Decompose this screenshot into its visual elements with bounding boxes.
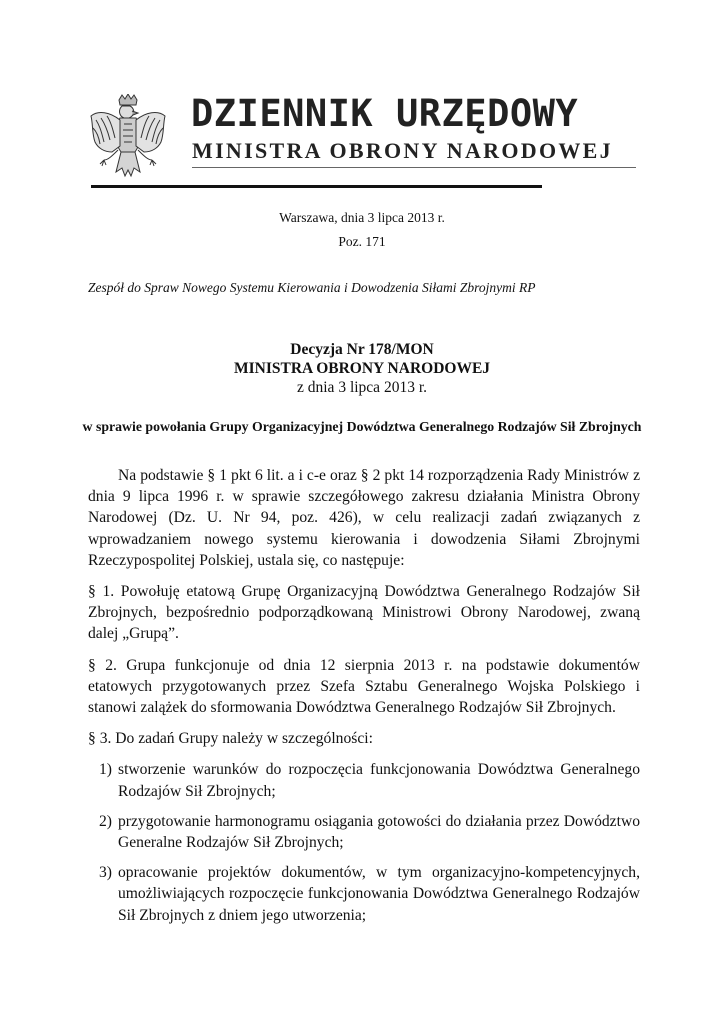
list-item-text: stworzenie warunków do rozpoczęcia funkcjonowania Dowództwa Generalnego Rodzajów Sił Zbrojnych; (118, 761, 640, 800)
decision-subject: w sprawie powołania Grupy Organizacyjnej Dowództwa Generalnego Rodzajów Sił Zbrojnych (82, 419, 642, 434)
polish-eagle-emblem-icon (88, 94, 168, 186)
paragraph-2: § 2. Grupa funkcjonuje od dnia 12 sierpnia 2013 r. na podstawie dokumentów etatowych przygotowanych przez Szefa Sztabu Generalnego Wojska Polskiego i stanowi zalążek do sformowania Dowództwa Generalnego Rodzajów Sił Zbrojnych. (88, 656, 640, 717)
list-item (88, 811, 640, 853)
paragraph-1: § 1. Powołuję etatową Grupę Organizacyjną Dowództwa Generalnego Rodzajów Sił Zbrojnych, bezpośrednio podporządkowaną Ministrowi Obrony Narodowej, zwaną dalej „Grupą”. (88, 583, 640, 643)
masthead-thick-rule (91, 185, 542, 188)
list-item (88, 862, 640, 926)
issuer-line: Zespół do Spraw Nowego Systemu Kierowania i Dowodzenia Siłami Zbrojnymi RP (88, 280, 536, 295)
paragraph-3-intro: § 3. Do zadań Grupy należy w szczególności: (88, 730, 373, 748)
decision-authority: MINISTRA OBRONY NARODOWEJ (233, 360, 491, 377)
list-item-number: 1) (99, 761, 112, 779)
document-body (88, 465, 640, 935)
position-number: Poz. 171 (338, 234, 386, 249)
list-item-number: 2) (99, 812, 112, 830)
preamble-paragraph: Na podstawie § 1 pkt 6 lit. a i c-e oraz § 2 pkt 14 rozporządzenia Rady Ministrów z dnia 9 lipca 1996 r. w sprawie szczegółowego zakresu działania Ministra Obrony Narodowej (Dz. U. Nr 94, poz. 426), w celu realizacji zadań związanych z wprowadzaniem nowego systemu kierowania i dowodzenia Siłami Zbrojnymi Rzeczypospolitej Polskiej, ustala się, co następuje: (88, 467, 640, 569)
masthead-subtitle: MINISTRA OBRONY NARODOWEJ (192, 138, 613, 163)
decision-number: Decyzja Nr 178/MON (290, 341, 434, 358)
dateline: Warszawa, dnia 3 lipca 2013 r. (279, 210, 445, 225)
tasks-list (88, 759, 640, 925)
list-item-number: 3) (99, 864, 112, 882)
decision-date: z dnia 3 lipca 2013 r. (297, 379, 427, 396)
list-item-text: opracowanie projektów dokumentów, w tym organizacyjno-kompetencyjnych, umożliwiających rozpoczęcie funkcjonowania Dowództwa Generalnego Rodzajów Sił Zbrojnych z dniem jego utworzenia; (118, 864, 640, 924)
masthead-thin-rule (192, 167, 636, 168)
list-item-text: przygotowanie harmonogramu osiągania gotowości do działania przez Dowództwo Generalne Rodzajów Sił Zbrojnych; (118, 812, 640, 852)
masthead-title: DZIENNIK URZĘDOWY (191, 92, 579, 135)
list-item (88, 759, 640, 801)
